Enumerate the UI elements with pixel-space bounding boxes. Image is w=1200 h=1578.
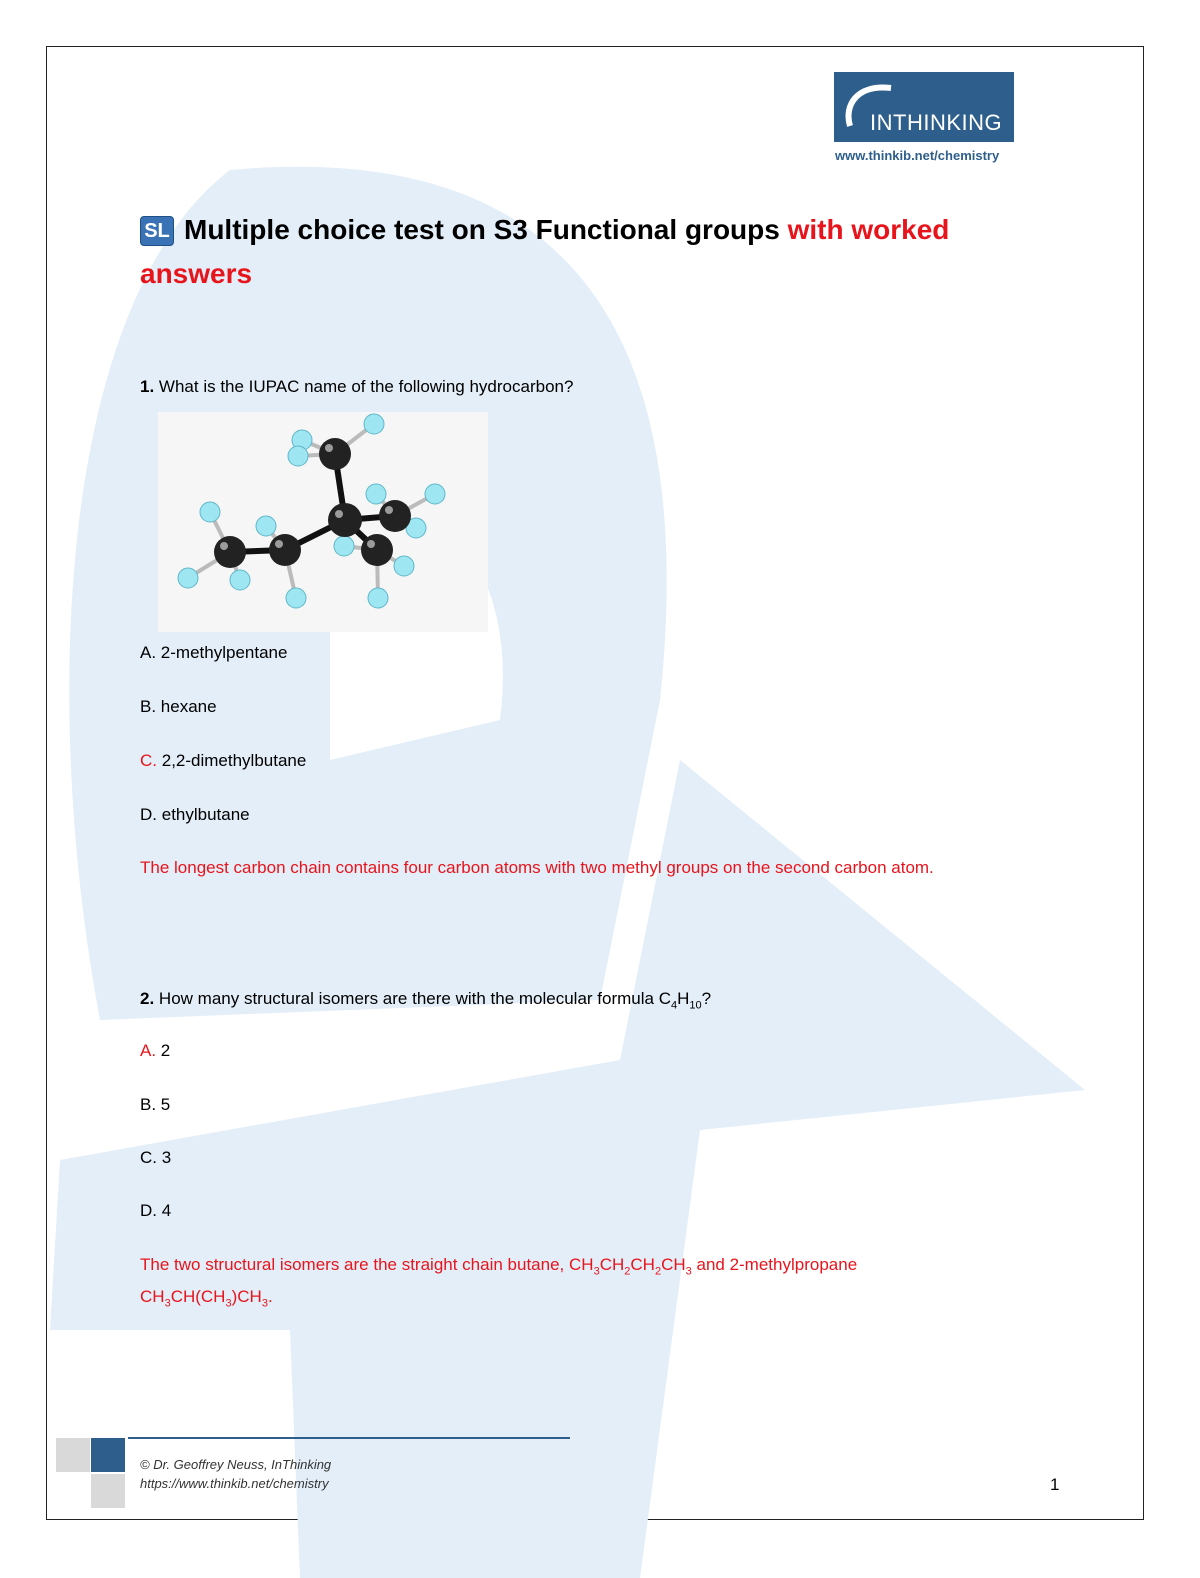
- footer-url[interactable]: https://www.thinkib.net/chemistry: [140, 1476, 329, 1491]
- q1-option-c[interactable]: C. 2,2-dimethylbutane: [140, 751, 307, 770]
- correct-letter: A.: [140, 1041, 157, 1060]
- question-1: [140, 374, 573, 400]
- footer-square: [91, 1474, 125, 1508]
- footer-square: [56, 1438, 90, 1472]
- question-text: What is the IUPAC name of the following hydrocarbon?: [158, 377, 574, 396]
- footer-divider: [128, 1437, 570, 1439]
- q1-option-d[interactable]: D. ethylbutane: [140, 805, 250, 824]
- title-main: Multiple choice test on S3 Functional groups: [184, 214, 780, 245]
- q2-option-a[interactable]: A. 2: [140, 1041, 171, 1060]
- logo-brand: INTHINKING: [870, 110, 1003, 135]
- correct-letter: C.: [140, 751, 157, 770]
- question-text: How many structural isomers are there with the molecular formula C: [158, 989, 671, 1008]
- footer-square: [91, 1438, 125, 1472]
- page-number: 1: [1050, 1475, 1060, 1494]
- question-number: 1.: [140, 377, 155, 396]
- butane-formula: $CH_3CH_2CH_2CH_3$: [569, 1255, 692, 1278]
- sl-badge: SL: [140, 216, 174, 246]
- logo-url[interactable]: www.thinkib.net/chemistry: [835, 148, 1000, 163]
- q2-option-b[interactable]: B. 5: [140, 1095, 171, 1114]
- page-title: [140, 208, 1040, 296]
- q2-option-d[interactable]: D. 4: [140, 1201, 172, 1220]
- molecule-image: [158, 412, 488, 632]
- question-2: 2. How many structural isomers are there with the molecular formula $C_4H_{10}$?: [140, 989, 712, 1012]
- footer-author: © Dr. Geoffrey Neuss, InThinking: [140, 1457, 332, 1472]
- q1-explanation: The longest carbon chain contains four carbon atoms with two methyl groups on the second carbon atom.: [140, 858, 934, 877]
- q1-option-b[interactable]: B. hexane: [140, 697, 217, 716]
- title-highlight: with worked answers: [140, 214, 950, 289]
- molecule-diagram: [158, 412, 488, 632]
- q2-explanation: The two structural isomers are the straight chain butane, $CH_3CH_2CH_2CH_3$ and 2-methylpropane $CH_3CH(CH_3)CH_3$.: [140, 1255, 858, 1310]
- methylpropane-formula: $CH_3CH(CH_3)CH_3$.: [140, 1287, 273, 1310]
- q2-option-c[interactable]: C. 3: [140, 1148, 172, 1167]
- question-number: 2.: [140, 989, 155, 1008]
- q1-option-a[interactable]: A. 2-methylpentane: [140, 643, 288, 662]
- footer-credits: [140, 1455, 331, 1493]
